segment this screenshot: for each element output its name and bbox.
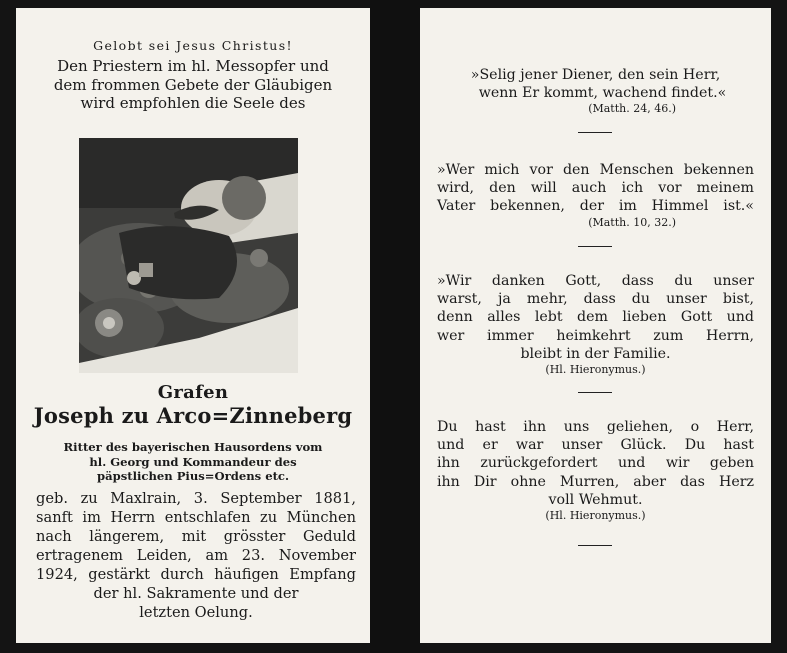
divider <box>578 246 612 247</box>
divider <box>578 545 612 546</box>
right-card-panel <box>420 8 771 643</box>
honors-line: päpstlichen Pius=Ordens etc. <box>96 469 290 483</box>
quote-reference: (Hl. Hieronymus.) <box>545 363 646 377</box>
quote-line: warst, ja mehr, dass du unser bist, <box>437 291 754 308</box>
bio-line: geb. zu Maxlrain, 3. September 1881, <box>36 490 356 507</box>
deceased-name: Joseph zu Arco=Zinneberg <box>33 403 353 428</box>
honors-line: Ritter des bayerischen Hausordens vom <box>63 440 323 454</box>
quote-block-3 <box>437 272 754 377</box>
bio-line: sanft im Herrn entschlafen zu München <box>36 509 356 526</box>
quote-block-1 <box>437 66 754 116</box>
quote-line: ihn zurückgefordert und wir geben <box>437 455 754 472</box>
honors-text <box>16 440 370 484</box>
intro-line: dem frommen Gebete der Gläubigen <box>53 75 333 94</box>
biography-text <box>36 489 356 622</box>
honors-line: hl. Georg und Kommandeur des <box>89 454 297 469</box>
quote-line: »Wir danken Gott, dass du unser <box>437 273 754 289</box>
quote-line: denn alles lebt dem lieben Gott und <box>437 309 754 326</box>
intro-line: Den Priestern im hl. Messopfer und <box>57 57 329 75</box>
intro-text <box>16 57 370 113</box>
intro-line: wird empfohlen die Seele des <box>80 94 306 112</box>
deathbed-portrait-photo <box>79 138 298 373</box>
quote-line: wenn Er kommt, wachend findet.« <box>478 85 727 102</box>
quote-reference: (Matth. 24, 46.) <box>588 102 676 116</box>
quote-line: »Wer mich vor den Menschen bekennen <box>437 162 754 178</box>
quote-block-2 <box>437 161 754 230</box>
quote-line: Vater bekennen, der im Himmel ist.« <box>437 198 754 215</box>
quote-line: wer immer heimkehrt zum Herrn, <box>437 327 754 344</box>
card-fold-gutter <box>370 0 420 653</box>
quote-line: bleibt in der Familie. <box>520 345 671 362</box>
quote-line: ihn Dir ohne Murren, aber das Herz <box>437 473 754 490</box>
left-card-panel <box>16 8 370 643</box>
photo-image <box>79 138 298 373</box>
bio-line: letzten Oelung. <box>139 604 253 621</box>
quote-line: voll Wehmut. <box>548 491 643 508</box>
quote-line: wird, den will auch ich vor meinem <box>437 180 754 197</box>
bio-line: 1924, gestärkt durch häufigen Empfang <box>36 566 356 583</box>
quote-block-4 <box>437 418 754 523</box>
quote-line: Du hast ihn uns geliehen, o Herr, <box>437 419 754 435</box>
quote-line: »Selig jener Diener, den sein Herr, <box>470 67 721 83</box>
quote-line: und er war unser Glück. Du hast <box>437 437 754 454</box>
bio-line: der hl. Sakramente und der <box>93 585 299 602</box>
faint-library-stamp <box>620 586 760 626</box>
bio-line: ertragenem Leiden, am 23. November <box>36 547 356 564</box>
bio-line: nach längerem, mit grösster Geduld <box>36 528 356 545</box>
quote-reference: (Matth. 10, 32.) <box>588 215 676 229</box>
title-line: Grafen <box>157 382 229 403</box>
divider <box>578 132 612 133</box>
quote-reference: (Hl. Hieronymus.) <box>545 509 646 523</box>
greeting-line: Gelobt sei Jesus Christus! <box>93 38 293 53</box>
divider <box>578 392 612 393</box>
